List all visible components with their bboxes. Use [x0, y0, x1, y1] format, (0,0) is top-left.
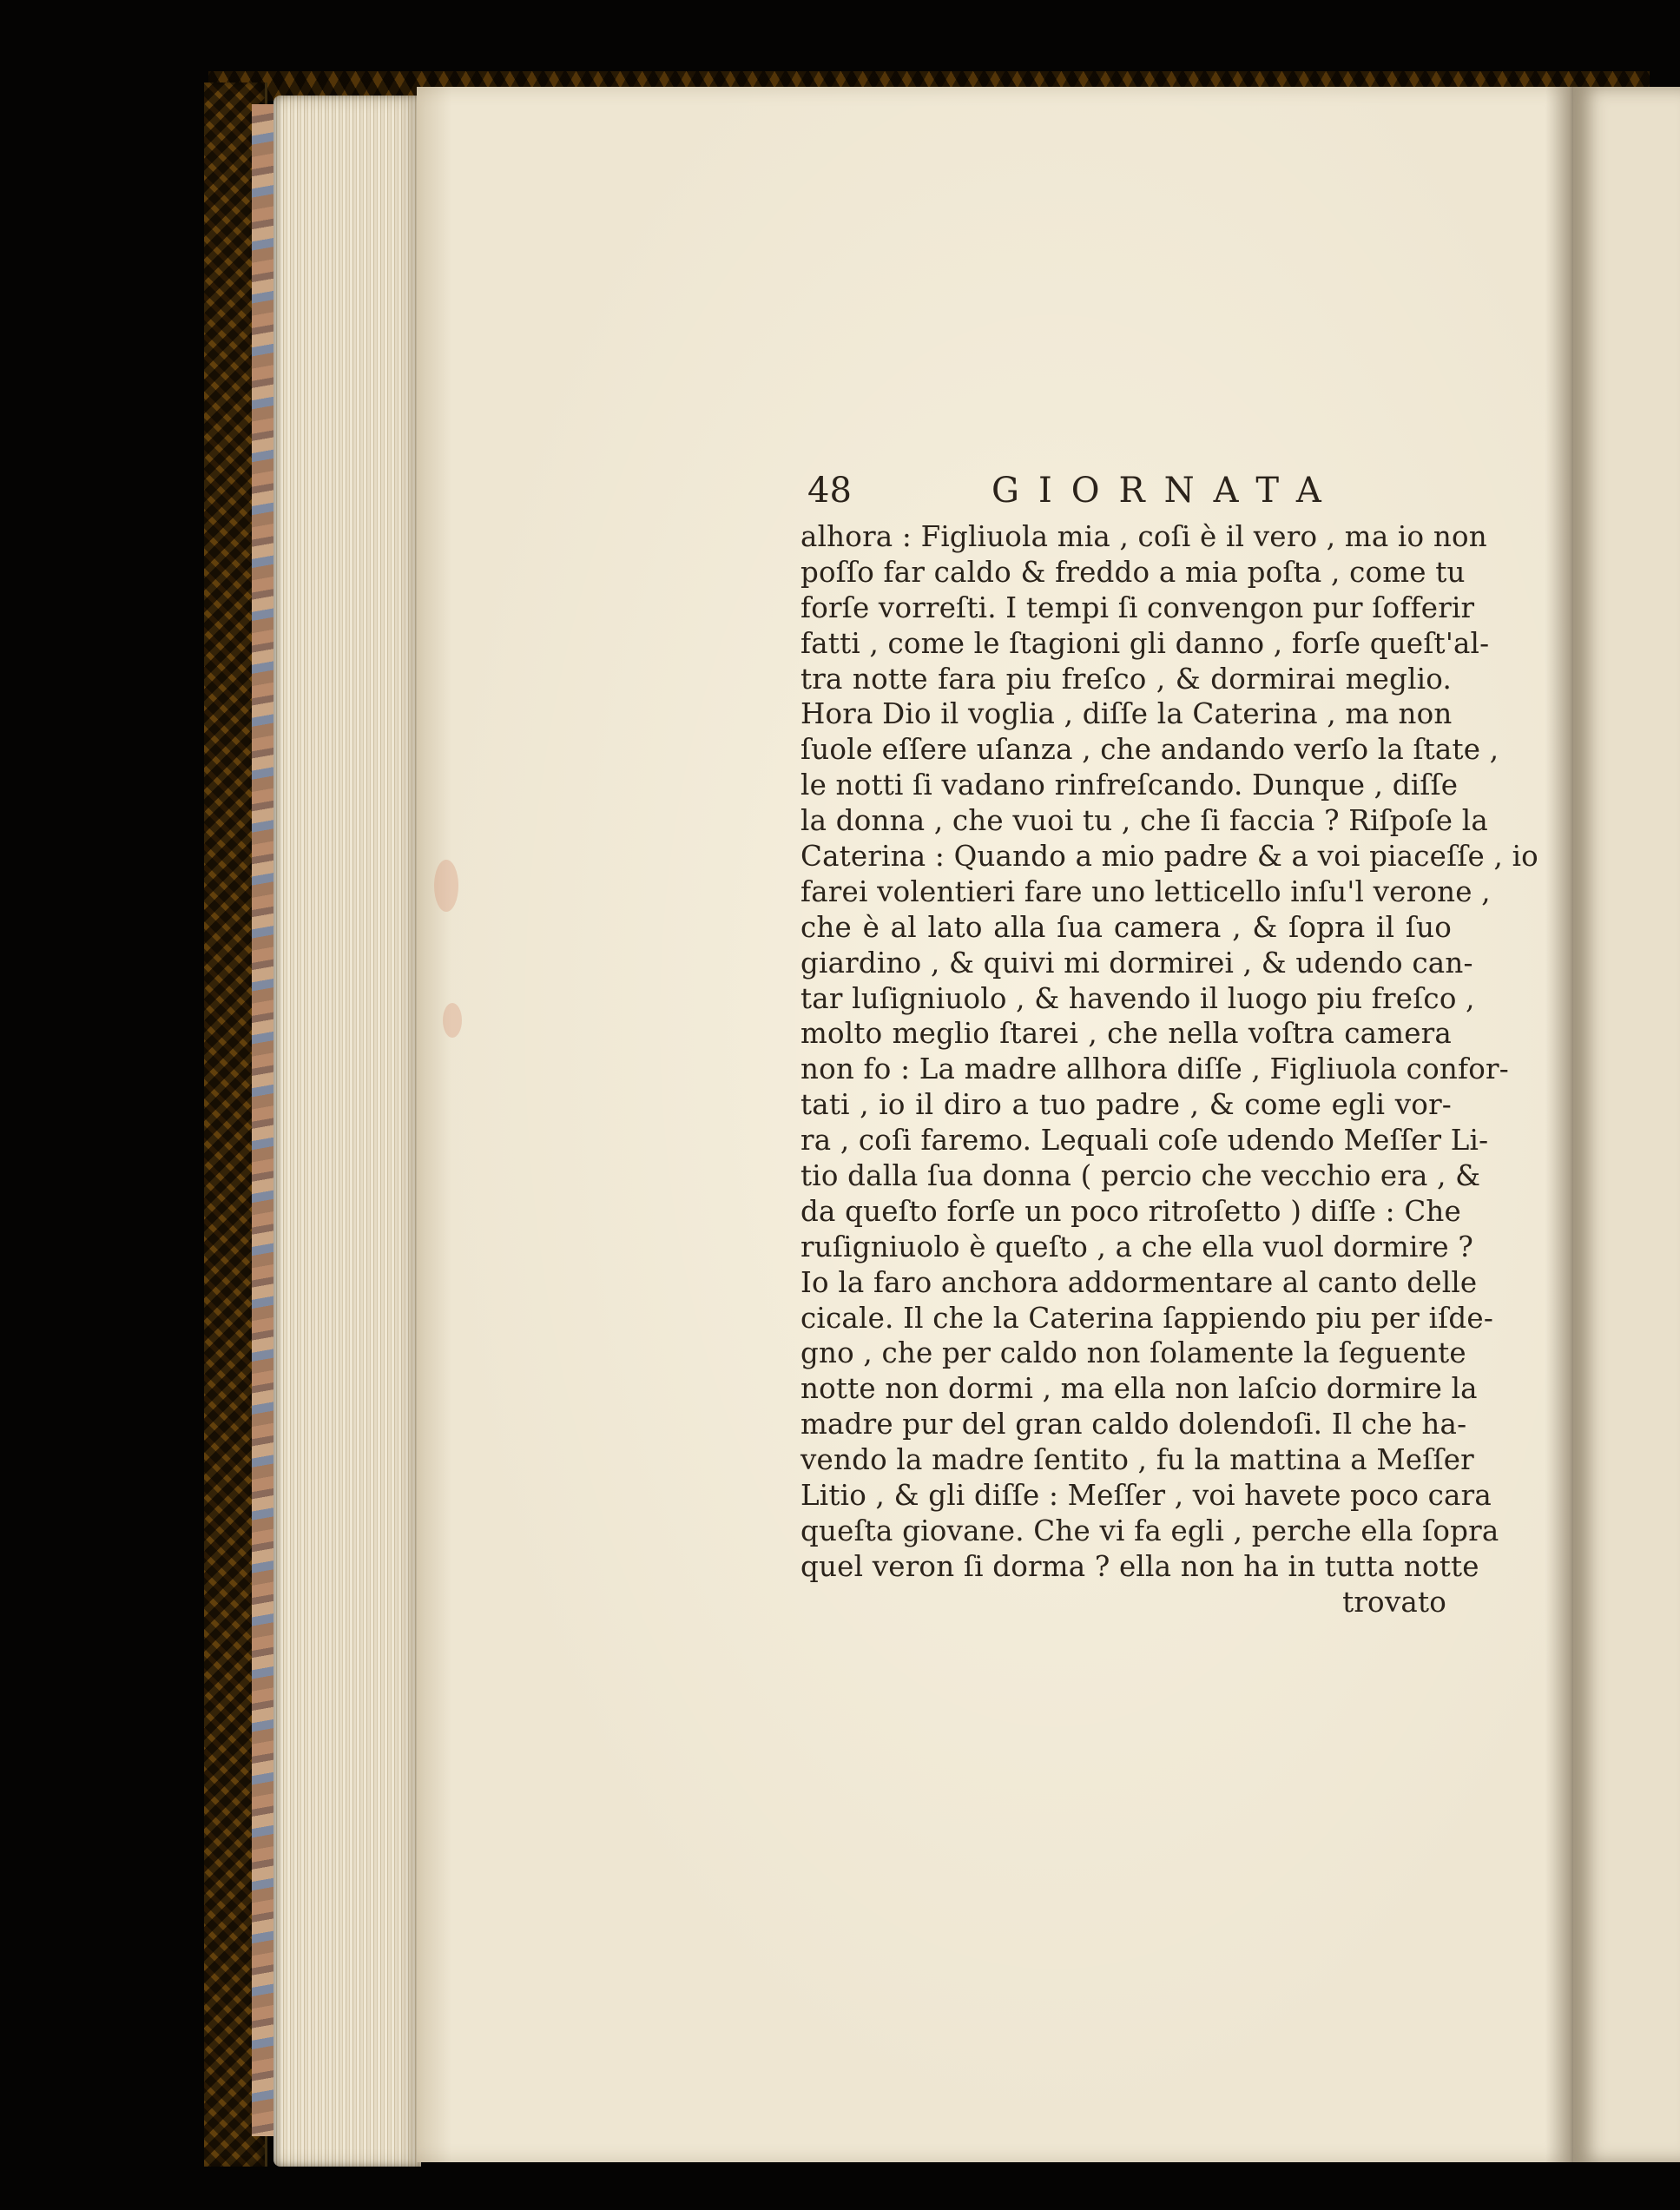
text-line: farei volentieri fare uno letticello inſu'l verone ,	[800, 874, 1491, 908]
catchword: trovato	[1342, 1585, 1446, 1619]
text-line: queſta giovane. Che vi fa egli , perche ella ſopra	[800, 1514, 1499, 1547]
text-line: tati , io il diro a tuo padre , & come egli vor-	[800, 1088, 1452, 1122]
text-line: che è al lato alla ſua camera , & ſopra il ſuo	[800, 910, 1452, 944]
text-line: cicale. Il che la Caterina ſappiendo piu per iſde-	[800, 1301, 1494, 1335]
text-line: non fo : La madre allhora diſſe , Figliuola confor-	[800, 1052, 1509, 1086]
text-line: da queſto forſe un poco ritroſetto ) diſſe : Che	[800, 1194, 1461, 1228]
foxing-stain	[434, 860, 458, 912]
text-block	[800, 469, 1538, 1620]
text-line: Hora Dio il voglia , diſſe la Caterina , ma non	[800, 697, 1453, 731]
page-edges-stack	[273, 96, 421, 2167]
text-line: notte non dormi , ma ella non laſcio dormire la	[800, 1372, 1478, 1406]
text-line: ſuole eſſere uſanza , che andando verſo la ſtate ,	[800, 733, 1499, 767]
text-line: la donna , che vuoi tu , che ſi faccia ? Riſpoſe la	[800, 804, 1488, 838]
facing-page-edge	[1573, 87, 1680, 2162]
text-line: madre pur del gran caldo dolendoſi. Il che ha-	[800, 1408, 1467, 1441]
text-line: forſe vorreſti. I tempi ſi convengon pur ſofferir	[800, 590, 1475, 624]
text-line: gno , che per caldo non ſolamente la ſeguente	[800, 1336, 1466, 1370]
running-head	[800, 469, 1452, 514]
text-line: tio dalla ſua donna ( percio che vecchio era , &	[800, 1159, 1481, 1193]
text-line: fatti , come le ſtagioni gli danno , forſe queſt'al-	[800, 626, 1490, 660]
text-line: giardino , & quivi mi dormirei , & udendo can-	[800, 946, 1473, 980]
text-line: poſſo far caldo & freddo a mia poſta , come tu	[800, 555, 1466, 589]
foxing-stain	[443, 1003, 462, 1038]
text-line: alhora : Figliuola mia , coſi è il vero , ma io non	[800, 520, 1487, 553]
text-line: tra notte fara piu freſco , & dormirai meglio.	[800, 662, 1452, 696]
running-title: GIORNATA	[992, 471, 1341, 511]
text-line: ruſigniuolo è queſto , a che ella vuol dormire ?	[800, 1230, 1473, 1263]
page-number: 48	[807, 471, 852, 511]
text-line: quel veron ſi dorma ? ella non ha in tutta notte	[800, 1549, 1479, 1583]
text-line: Caterina : Quando a mio padre & a voi piaceſſe , io	[800, 840, 1538, 874]
text-line: vendo la madre ſentito , fu la mattina a Meſſer	[800, 1443, 1474, 1477]
text-line: Litio , & gli diſſe : Meſſer , voi havete poco cara	[800, 1479, 1492, 1513]
text-line: molto meglio ſtarei , che nella voſtra camera	[800, 1017, 1452, 1051]
text-line: tar luſigniuolo , & havendo il luogo piu freſco ,	[800, 981, 1475, 1015]
text-line: le notti ſi vadano rinfreſcando. Dunque , diſſe	[800, 769, 1459, 802]
text-line: ra , coſi faremo. Lequali coſe udendo Meſſer Li-	[800, 1124, 1489, 1158]
text-line: Io la faro anchora addormentare al canto delle	[800, 1265, 1478, 1299]
